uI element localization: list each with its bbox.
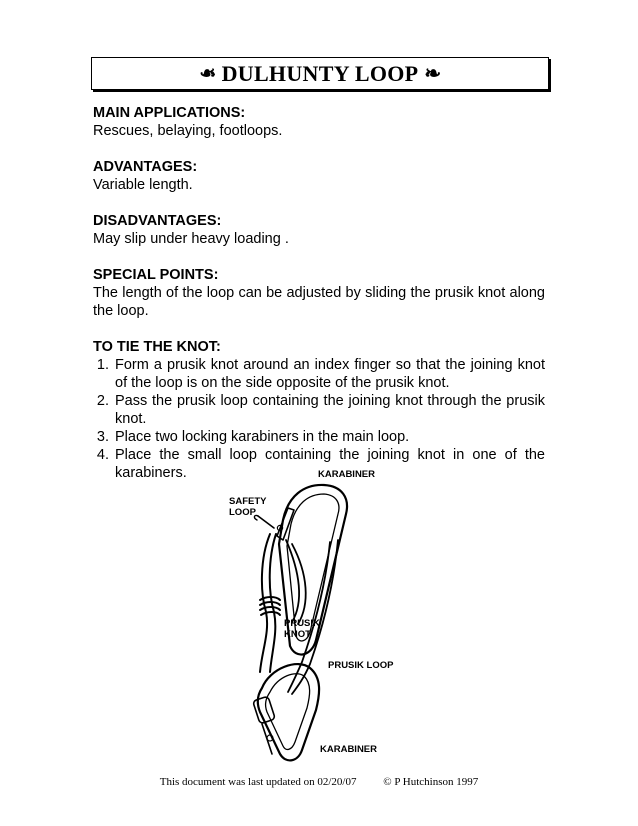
karabiner-bottom-label: KARABINER (320, 744, 377, 755)
advantages-heading: ADVANTAGES: (93, 159, 198, 175)
special-points-section (93, 266, 545, 320)
last-updated-text: This document was last updated on 02/20/07 (159, 776, 357, 788)
advantages-section (93, 158, 545, 194)
disadvantages-heading: DISADVANTAGES: (93, 213, 222, 229)
tie-step: 4. Place the small loop containing the joining knot in one of the karabiners. (113, 446, 545, 482)
advantages-text: Variable length. (93, 177, 193, 193)
page-title (91, 57, 549, 90)
safety-loop-label-line: SAFETY (229, 496, 267, 507)
page-footer (0, 776, 638, 788)
special-points-text: The length of the loop can be adjusted by sliding the prusik knot along the loop. (93, 285, 545, 319)
tie-step: 1. Form a prusik knot around an index finger so that the joining knot of the loop is on the side opposite of the prusik knot. (113, 356, 545, 392)
prusik-loop-label: PRUSIK LOOP (328, 660, 394, 671)
special-points-heading: SPECIAL POINTS: (93, 267, 219, 283)
prusik-knot-label (284, 618, 320, 640)
safety-loop-label (229, 496, 266, 518)
right-ornament-icon: ❧ (424, 63, 442, 85)
disadvantages-text: May slip under heavy loading . (93, 231, 289, 247)
main-applications-section (93, 104, 545, 140)
tie-step: 2. Pass the prusik loop containing the joining knot through the prusik knot. (113, 392, 545, 428)
copyright-text: © P Hutchinson 1997 (383, 776, 479, 788)
safety-loop-label-line: LOOP (229, 507, 256, 518)
tie-knot-section (93, 338, 545, 482)
left-ornament-icon: ❧ (198, 63, 216, 85)
title-text: DULHUNTY LOOP (221, 60, 419, 86)
karabiner-top-label: KARABINER (318, 469, 375, 480)
tie-step: 3. Place two locking karabiners in the main loop. (113, 428, 545, 446)
tie-knot-heading: TO TIE THE KNOT: (93, 339, 221, 355)
prusik-knot-label-line: KNOT (284, 629, 311, 640)
disadvantages-section (93, 212, 545, 248)
prusik-knot-label-line: PRUSIK (284, 618, 320, 629)
main-applications-heading: MAIN APPLICATIONS: (93, 105, 246, 121)
document-body (93, 104, 545, 500)
dulhunty-loop-illustration (200, 462, 440, 762)
main-applications-text: Rescues, belaying, footloops. (93, 123, 283, 139)
